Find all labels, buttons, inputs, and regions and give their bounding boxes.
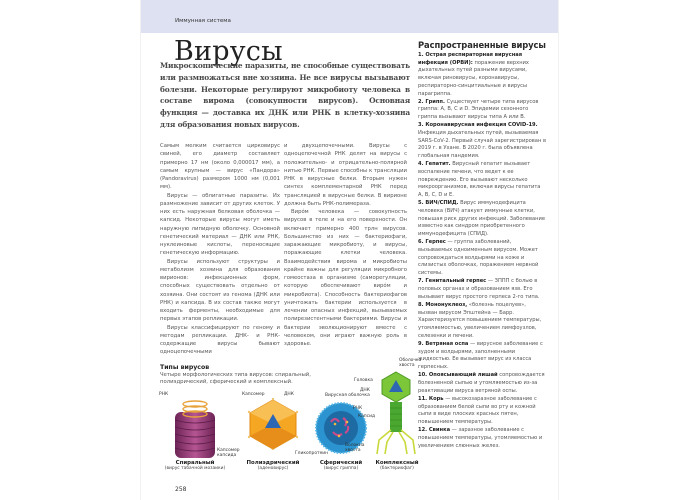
types-description: Четыре морфологических типа вирусов: спиральный, полиэдрический, сферический и комплексный. [160, 372, 311, 386]
body-column-2 [284, 142, 407, 348]
caption-polyhedral: Полиэдрический (аденовирус) [246, 460, 300, 471]
label-rna: РНК [159, 392, 169, 397]
label-tail-fibers: Волокна хвоста [345, 443, 365, 453]
list-item: 11. Корь — высокозаразное заболевание с образованием белой сыпи во рту и кожной сыпи в виде плоских красных пятен, повышением температуры. [418, 395, 537, 426]
list-item: 9. Ветряная оспа — вирусное заболевание с зудом и волдырями, заполненными жидкостью. Ее вызывает вирус из класса герпесных. [418, 341, 543, 371]
label-capsomer: Капсомер [242, 392, 265, 397]
header-band [141, 0, 558, 33]
list-item: 3. Коронавирусная инфекция COVID-19. Инфекция дыхательных путей, вызываемая SARS-CoV-2. Первый случай зарегистрирован в 2019 г. в Ухане. В 2020 г. была объявлена глобальная пандемия. [418, 122, 546, 160]
section-label: Иммунная система [175, 18, 231, 24]
label-dna: ДНК [284, 392, 294, 397]
page-title: Вирусы [174, 36, 283, 67]
paragraph: Вирусы классифицируют по геному и методам репликации. ДНК- и РНК-содержащие вирусы бывают одноцепочечными [160, 324, 280, 356]
label-viral-envelope: Вирусная оболочка [325, 393, 370, 398]
helical-virus-illustration [167, 398, 223, 460]
page-number: 258 [175, 486, 187, 493]
common-viruses-list [418, 52, 546, 451]
lead-paragraph: Микроскопические паразиты, не способные существовать или размножаться вне хозяина. Не все вирусы вызывают болезни. Некоторые регулируют микробиоту человека в составе вирома (совокупности вирусов). Основная функция — доставка их ДНК или РНК в клетку-хозяина для образования новых вирусов. [160, 61, 410, 129]
label-dna-2: ДНК [360, 388, 370, 393]
label-rna-2: РНК [353, 406, 363, 411]
book-page [141, 0, 558, 500]
bacteriophage-illustration [373, 370, 419, 456]
list-item: 2. Грипп. Существует четыре типа вирусов гриппа: A, B, C и D. Эпидемии сезонного гриппа вызывают вирусы типа A или B. [418, 98, 539, 121]
caption-helical: Спиральный (вирус табачной мозаики) [164, 460, 226, 471]
caption-complex: Комплексный (бактериофаг) [375, 460, 419, 471]
list-item: 7. Генитальный герпес — ЗППП с болью в половых органах и образованием язв. Его вызывает вирус простого герпеса 2-го типа. [418, 278, 540, 300]
label-capsid: Капсид [358, 414, 375, 419]
label-capsomer-capsid: Капсомер капсида [217, 448, 240, 458]
paragraph: Вирусы — облигатные паразиты. Их размножение зависит от других клеток. У них есть наружная белковая оболочка — капсид. Некоторые вирусы могут иметь наружную липидную оболочку. Основной генетический материал — ДНК или РНК, нуклеиновые кислоты, переносящие генетическую информацию. [160, 192, 280, 257]
list-item: 12. Свинка — заразное заболевание с повышением температуры, утомляемостью и увеличением слюнных желез. [418, 427, 543, 449]
caption-spherical: Сферический (вирус гриппа) [319, 460, 363, 471]
list-item: 6. Герпес — группа заболеваний, вызываемых одноименным вирусом. Может сопровождаться волдырями на коже и слизистых оболочках, поражением нервной системы. [418, 239, 539, 277]
paragraph: Вирусы используют структуры и метаболизм хозяина для образования вирионов: инфекционных форм, способных существовать отдельно от хозяина. Они состоят из генома (ДНК или РНК) и капсида. В их состав также могут входить ферменты, необходимые для первых этапов репликации. [160, 258, 280, 323]
body-column-1 [160, 142, 280, 357]
paragraph: Вирóм человека — совокупность вирусов в теле и на его поверхности. Он включает примерно 400 трлн вирусов. Большинство из них — бактериофаги, заражающие микробиоту, и вирусы, поражающие клетки человека. Взаимодействия вирома и микробиоты крайне важны для регуляции микробного гомеостаза в организме (саморегуляции, которую обеспечивают вирόм и микробиота). Способность бактериофагов уничтожать бактерии используется в лечении опасных инфекций, вызываемых полирезистентными бактериями. Вирусы и бактерии эволюционируют вместе с человеком, они играют важную роль в здоровье. [284, 209, 407, 347]
label-tail-sheath: Оболочка хвоста [399, 358, 422, 368]
types-title: Типы вирусов [160, 364, 210, 371]
paragraph: Самым мелким считается цирковирус свиней, его диаметр составляет примерно 17 нм (около 0,000017 мм), а самым крупным — вирус «Пандора» (Pandoravirus) размером 1000 нм (0,001 мм). [160, 143, 280, 191]
polyhedral-virus-illustration [246, 398, 300, 450]
paragraph: и двухцепочечными. Вирусы с одноцепочечной РНК делят на вирусы с положительно- и отрицательно-полярной нитью РНК. Первые способны к трансляции РНК в вирусные белки. Вторым нужен синтез комплементарной РНК перед трансляцией в вирусные белки. В вирионе должна быть РНК-полимераза. [284, 143, 407, 207]
label-glycoprotein: Гликопротеин [295, 451, 329, 456]
list-item: 8. Мононуклеоз, «болезнь поцелуев», вызван вирусом Эпштейна — Барр. Характеризуется повышением температуры, утомляемостью, увеличением лимфоузлов, селезенки и печени. [418, 302, 542, 339]
list-item: 5. ВИЧ/СПИД. Вирус иммунодефицита человека (ВИЧ) атакует иммунные клетки, повышая риск других инфекций. Заболевание известно как синдром приобретенного иммунодефицита (СПИД). [418, 200, 545, 238]
list-item: 10. Опоясывающий лишай сопровождается болезненной сыпью и утомляемостью из-за реактивации вируса ветряной оспы. [418, 372, 545, 394]
list-item: 1. Острая респираторная вирусная инфекция (ОРВИ): поражение верхних дыхательных путей разными вирусами, включая риновирусы, коронавирусы, респираторно-синцитиальные и вирусы парагриппа. [418, 52, 529, 97]
label-head: Головка [354, 378, 373, 383]
list-item: 4. Гепатит. Вирусный гепатит вызывает воспаление печени, что ведет к ее повреждению. Его вызывают несколько микроорганизмов, включая вирусы гепатита A, B, C, D и E. [418, 161, 541, 199]
phage-tail-sheath [390, 402, 402, 432]
sidebar-title: Распространенные вирусы [418, 40, 546, 50]
tail-fibers [377, 430, 415, 454]
